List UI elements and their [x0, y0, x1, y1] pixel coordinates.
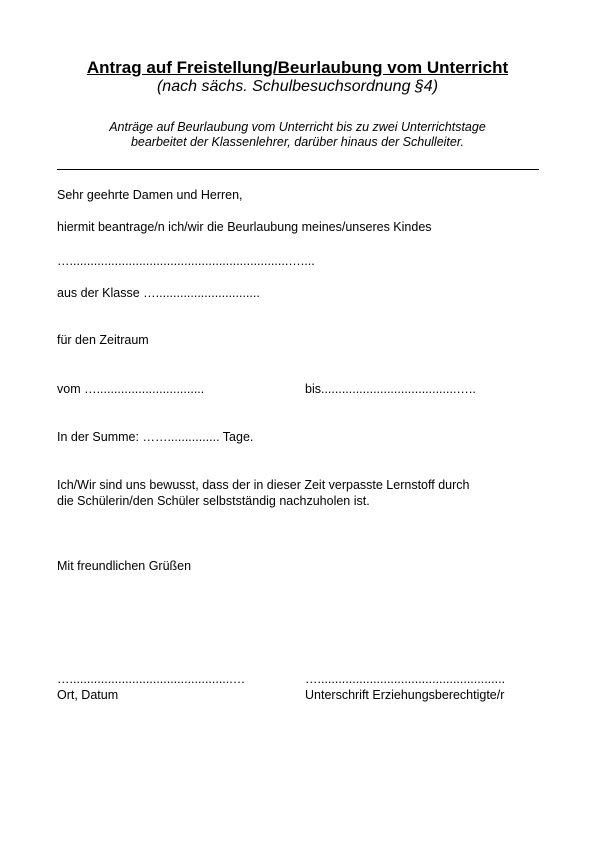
- place-date-label: Ort, Datum: [57, 688, 119, 702]
- header-divider: [57, 169, 539, 170]
- request-text: hiermit beantrage/n ich/wir die Beurlaubung meines/unseres Kindes: [57, 220, 432, 234]
- awareness-line-1: Ich/Wir sind uns bewusst, dass der in dieser Zeit verpasste Lernstoff durch: [57, 478, 470, 492]
- form-title: Antrag auf Freistellung/Beurlaubung vom Unterricht: [86, 58, 509, 77]
- form-note-line-2: bearbeitet der Klassenlehrer, darüber hinaus der Schulleiter.: [130, 135, 465, 149]
- signature-field[interactable]: …......................................................: [305, 672, 506, 686]
- closing: Mit freundlichen Grüßen: [57, 559, 192, 573]
- form-note: [0, 120, 595, 150]
- class-field[interactable]: aus der Klasse …..............................: [57, 286, 260, 300]
- total-days-field[interactable]: In der Summe: ……............... Tage.: [57, 430, 254, 444]
- period-label: für den Zeitraum: [57, 333, 149, 347]
- child-name-field[interactable]: …...............................................................…....: [57, 254, 315, 268]
- form-subtitle: (nach sächs. Schulbesuchsordnung §4): [156, 78, 439, 95]
- awareness-line-2: die Schülerin/den Schüler selbstständig nachzuholen ist.: [57, 494, 370, 508]
- from-date-field[interactable]: vom …...............................: [57, 382, 205, 396]
- place-date-field[interactable]: …...............................................…: [57, 672, 246, 686]
- form-note-line-1: Anträge auf Beurlaubung vom Unterricht bis zu zwei Unterrichtstage: [109, 120, 486, 134]
- salutation: Sehr geehrte Damen und Herren,: [57, 188, 243, 202]
- to-date-field[interactable]: bis.......................................…..: [305, 382, 476, 396]
- signature-label: Unterschrift Erziehungsberechtigte/r: [305, 688, 505, 702]
